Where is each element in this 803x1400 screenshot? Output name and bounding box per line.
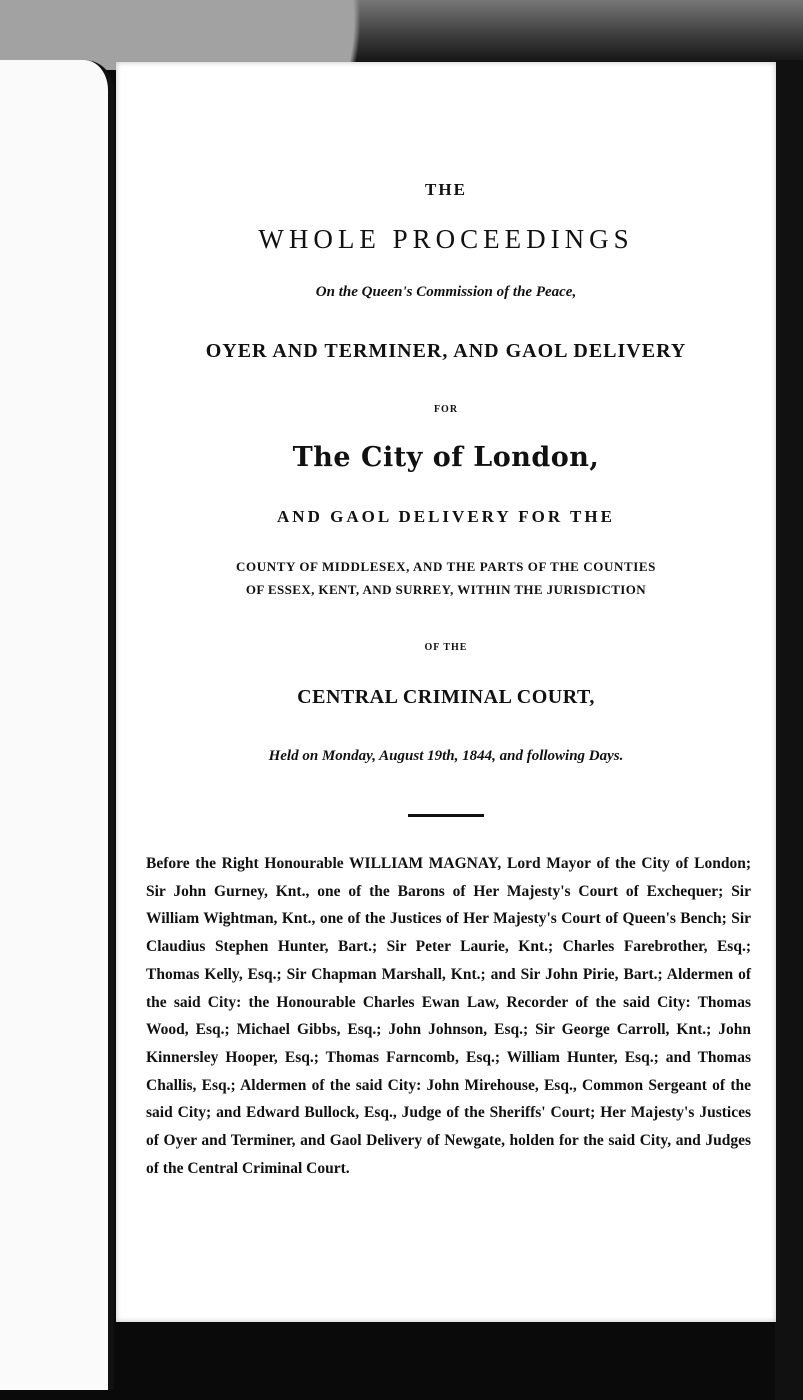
scan-right-border xyxy=(775,60,803,1400)
heading-of-the: OF THE xyxy=(424,642,468,653)
heading-for: FOR xyxy=(433,404,459,415)
heading-gaol-delivery: AND GAOL DELIVERY FOR THE xyxy=(277,507,615,526)
scan-border-noise xyxy=(0,0,803,70)
heading-county-line-1: COUNTY OF MIDDLESEX, AND THE PARTS OF THE COUNTIES xyxy=(236,559,656,574)
session-date-line: Held on Monday, August 19th, 1844, and following Days. xyxy=(268,748,624,764)
facing-page-edge xyxy=(0,60,114,1390)
subtitle-commission: On the Queen's Commission of the Peace, xyxy=(315,284,577,300)
justices-paragraph: Before the Right Honourable WILLIAM MAGNAY, Lord Mayor of the City of London; Sir John Gurney, Knt., one of the Barons of Her Majesty's Court of Exchequer; Sir William Wightman, Knt., one of the Justices of Her Majesty's Court of Queen's Bench; Sir Claudius Stephen Hunter, Bart.; Sir Peter Laurie, Knt.; Charles Farebrother, Esq.; Thomas Kelly, Esq.; Sir Chapman Marshall, Knt.; and Sir John Pirie, Bart.; Aldermen of the said City: the Honourable Charles Ewan Law, Recorder of the said City: Thomas Wood, Esq.; Michael Gibbs, Esq.; John Johnson, Esq.; Sir George Carroll, Knt.; John Kinnersley Hooper, Esq.; Thomas Farncomb, Esq.; William Hunter, Esq.; and Thomas Challis, Esq.; Aldermen of the said City: John Mirehouse, Esq., Common Sergeant of the said City; and Edward Bullock, Esq., Judge of the Sheriffs' Court; Her Majesty's Justices of Oyer and Terminer, and Gaol Delivery of Newgate, holden for the said City, and Judges of the Central Criminal Court. xyxy=(146,855,751,1177)
divider-rule xyxy=(408,814,484,817)
heading-county-line-2: OF ESSEX, KENT, AND SURREY, WITHIN THE JURISDICTION xyxy=(245,582,647,597)
heading-central-criminal-court: CENTRAL CRIMINAL COURT, xyxy=(297,686,595,708)
title-page xyxy=(116,62,776,1322)
title-whole-proceedings: WHOLE PROCEEDINGS xyxy=(258,224,634,254)
heading-oyer-terminer: OYER AND TERMINER, AND GAOL DELIVERY xyxy=(205,340,687,362)
heading-city-of-london: The City of London, xyxy=(292,442,600,473)
title-the: THE xyxy=(425,180,467,199)
